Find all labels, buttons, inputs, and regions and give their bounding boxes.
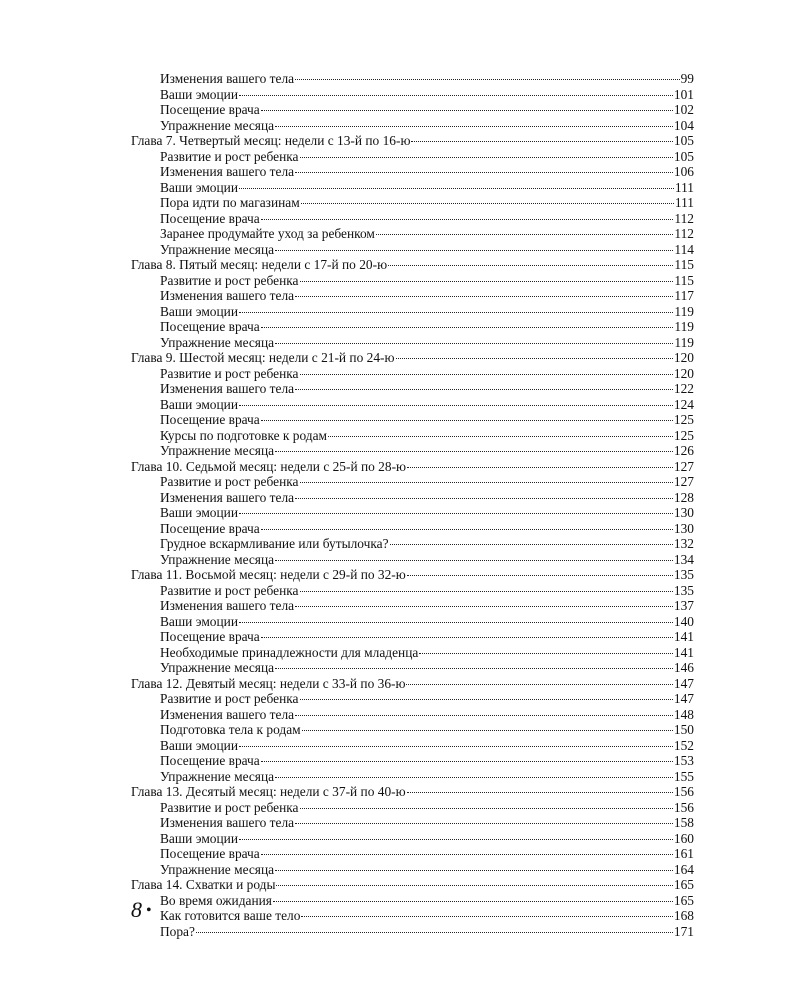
toc-entry-title: Упражнение месяца	[160, 117, 275, 133]
dot-leader	[275, 250, 673, 251]
dot-leader	[295, 79, 680, 80]
dot-leader	[300, 281, 674, 282]
dot-leader	[261, 637, 673, 638]
toc-page-number: 125	[673, 427, 694, 443]
toc-section-entry	[131, 428, 694, 444]
dot-leader	[295, 296, 673, 297]
dot-leader	[275, 451, 673, 452]
toc-page-number: 147	[673, 675, 694, 691]
toc-entry-title: Развитие и рост ребенка	[160, 272, 299, 288]
toc-page-number: 130	[673, 520, 694, 536]
toc-section-entry	[131, 149, 694, 165]
dot-leader	[407, 467, 673, 468]
toc-page-number: 115	[674, 272, 694, 288]
toc-entry-title: Глава 8. Пятый месяц: недели с 17-й по 20-ю	[131, 257, 388, 272]
toc-section-entry	[131, 490, 694, 506]
toc-page-number: 153	[673, 753, 694, 768]
toc-entry-title: Посещение врача	[160, 753, 260, 768]
toc-page-number: 112	[674, 210, 694, 226]
toc-section-entry	[131, 474, 694, 490]
toc-page-number: 168	[673, 908, 694, 923]
dot-leader	[328, 436, 673, 437]
toc-entry-title: Ваши эмоции	[160, 179, 238, 195]
toc-page-number: 106	[673, 164, 694, 179]
toc-entry-title: Ваши эмоции	[160, 505, 238, 520]
toc-page-number: 112	[674, 226, 694, 241]
toc-entry-title: Ваши эмоции	[160, 737, 238, 753]
toc-entry-title: Посещение врача	[160, 319, 260, 334]
toc-entry-title: Изменения вашего тела	[160, 164, 295, 179]
toc-section-entry	[131, 598, 694, 614]
toc-entry-title: Упражнение месяца	[160, 861, 275, 877]
dot-leader	[419, 653, 673, 654]
toc-section-entry	[131, 273, 694, 289]
toc-chapter-entry	[131, 133, 694, 149]
toc-page-number: 119	[674, 303, 694, 319]
toc-entry-title: Упражнение месяца	[160, 660, 275, 675]
dot-leader	[396, 358, 673, 359]
toc-section-entry	[131, 71, 694, 87]
dot-leader	[300, 374, 673, 375]
dot-leader	[275, 343, 673, 344]
toc-page-number: 102	[673, 102, 694, 117]
dot-leader	[295, 389, 673, 390]
dot-leader	[275, 126, 673, 127]
toc-entry-title: Развитие и рост ребенка	[160, 799, 299, 815]
toc-page-number: 132	[673, 536, 694, 551]
dot-leader	[300, 808, 673, 809]
toc-entry-title: Ваши эмоции	[160, 396, 238, 412]
toc-entry-title: Подготовка тела к родам	[160, 722, 301, 737]
toc-section-entry	[131, 738, 694, 754]
toc-entry-title: Посещение врача	[160, 102, 260, 117]
toc-page-number: 147	[673, 691, 694, 706]
dot-leader	[261, 110, 673, 111]
toc-section-entry	[131, 226, 694, 242]
dot-leader	[295, 606, 673, 607]
toc-entry-title: Изменения вашего тела	[160, 815, 295, 830]
dot-leader	[406, 684, 672, 685]
toc-entry-title: Упражнение месяца	[160, 768, 275, 784]
dot-leader	[261, 219, 674, 220]
toc-entry-title: Изменения вашего тела	[160, 381, 295, 396]
dot-leader	[239, 746, 673, 747]
toc-page-number: 158	[673, 815, 694, 830]
toc-section-entry	[131, 195, 694, 211]
toc-entry-title: Развитие и рост ребенка	[160, 474, 299, 489]
toc-section-entry	[131, 381, 694, 397]
toc-entry-title: Глава 7. Четвертый месяц: недели с 13-й по 16-ю	[131, 133, 411, 148]
toc-entry-title: Как готовится ваше тело	[160, 908, 301, 923]
toc-section-entry	[131, 660, 694, 676]
dot-leader	[301, 203, 674, 204]
dot-leader	[390, 544, 673, 545]
dot-leader	[261, 529, 673, 530]
toc-section-entry	[131, 366, 694, 382]
toc-page-number: 134	[673, 551, 694, 567]
dot-leader	[300, 482, 673, 483]
toc-entry-title: Развитие и рост ребенка	[160, 148, 299, 164]
dot-leader	[300, 591, 673, 592]
page-number: 8	[131, 897, 142, 922]
dot-leader	[196, 932, 673, 933]
dot-leader	[295, 172, 673, 173]
toc-chapter-entry	[131, 877, 694, 893]
toc-section-entry	[131, 211, 694, 227]
toc-page-number: 156	[673, 784, 694, 799]
toc-page-number: 127	[673, 458, 694, 474]
toc-page-number: 120	[673, 350, 694, 365]
dot-leader	[295, 715, 673, 716]
toc-section-entry	[131, 769, 694, 785]
toc-entry-title: Посещение врача	[160, 629, 260, 644]
dot-leader	[239, 839, 673, 840]
toc-page-number: 125	[673, 412, 694, 427]
toc-section-entry	[131, 521, 694, 537]
toc-section-entry	[131, 412, 694, 428]
toc-page-number: 135	[673, 567, 694, 582]
toc-section-entry	[131, 629, 694, 645]
dot-leader	[388, 265, 673, 266]
toc-page-number: 141	[673, 644, 694, 660]
toc-page-number: 126	[673, 443, 694, 458]
dot-leader	[261, 327, 674, 328]
toc-page-number: 137	[673, 598, 694, 613]
dot-leader	[239, 95, 673, 96]
toc-entry-title: Упражнение месяца	[160, 334, 275, 350]
table-of-contents	[131, 71, 694, 939]
toc-section-entry	[131, 288, 694, 304]
toc-section-entry	[131, 443, 694, 459]
toc-page-number: 148	[673, 706, 694, 722]
toc-entry-title: Изменения вашего тела	[160, 706, 295, 722]
toc-page-number: 160	[673, 830, 694, 846]
toc-entry-title: Развитие и рост ребенка	[160, 691, 299, 706]
toc-entry-title: Во время ожидания	[160, 892, 272, 908]
toc-section-entry	[131, 319, 694, 335]
toc-entry-title: Необходимые принадлежности для младенца	[160, 644, 419, 660]
toc-entry-title: Ваши эмоции	[160, 830, 238, 846]
toc-page-number: 130	[673, 505, 694, 520]
toc-page-number: 150	[673, 722, 694, 737]
toc-entry-title: Изменения вашего тела	[160, 489, 295, 505]
toc-page-number: 111	[674, 195, 694, 210]
toc-page-number: 99	[680, 71, 694, 86]
toc-entry-title: Глава 10. Седьмой месяц: недели с 25-й по 28-ю	[131, 458, 407, 474]
toc-section-entry	[131, 614, 694, 630]
toc-entry-title: Изменения вашего тела	[160, 598, 295, 613]
toc-chapter-entry	[131, 784, 694, 800]
toc-page-number: 161	[673, 846, 694, 861]
toc-page-number: 105	[673, 133, 694, 148]
toc-chapter-entry	[131, 350, 694, 366]
toc-section-entry	[131, 707, 694, 723]
toc-page-number: 164	[673, 861, 694, 877]
toc-page-number: 101	[673, 86, 694, 102]
toc-section-entry	[131, 815, 694, 831]
toc-section-entry	[131, 552, 694, 568]
dot-leader	[300, 699, 673, 700]
toc-entry-title: Посещение врача	[160, 520, 260, 536]
toc-section-entry	[131, 722, 694, 738]
toc-entry-title: Упражнение месяца	[160, 551, 275, 567]
toc-entry-title: Ваши эмоции	[160, 86, 238, 102]
toc-section-entry	[131, 505, 694, 521]
toc-page-number: 155	[673, 768, 694, 784]
toc-entry-title: Глава 13. Десятый месяц: недели с 37-й по 40-ю	[131, 784, 406, 799]
toc-section-entry	[131, 304, 694, 320]
toc-section-entry	[131, 908, 694, 924]
toc-section-entry	[131, 87, 694, 103]
dot-leader	[275, 560, 673, 561]
dot-leader	[302, 730, 673, 731]
toc-chapter-entry	[131, 676, 694, 692]
dot-leader	[239, 312, 673, 313]
toc-page-number: 135	[673, 582, 694, 598]
toc-page-number: 124	[673, 396, 694, 412]
dot-leader	[295, 498, 673, 499]
toc-entry-title: Пора?	[160, 923, 195, 939]
toc-entry-title: Пора идти по магазинам	[160, 195, 300, 210]
toc-chapter-entry	[131, 257, 694, 273]
dot-leader	[295, 823, 673, 824]
dot-leader	[261, 854, 673, 855]
toc-page-number: 140	[673, 613, 694, 629]
toc-page-number: 115	[674, 257, 694, 272]
toc-entry-title: Глава 12. Девятый месяц: недели с 33-й по 36-ю	[131, 675, 406, 691]
dot-leader	[275, 668, 673, 669]
toc-section-entry	[131, 536, 694, 552]
toc-entry-title: Упражнение месяца	[160, 241, 275, 257]
toc-entry-title: Посещение врача	[160, 412, 260, 427]
toc-page-number: 171	[673, 923, 694, 939]
dot-leader	[239, 622, 673, 623]
toc-section-entry	[131, 397, 694, 413]
toc-entry-title: Заранее продумайте уход за ребенком	[160, 226, 375, 241]
toc-page-number: 156	[673, 799, 694, 815]
bullet-ornament: •	[146, 902, 152, 919]
toc-entry-title: Изменения вашего тела	[160, 288, 295, 303]
toc-section-entry	[131, 242, 694, 258]
toc-entry-title: Глава 9. Шестой месяц: недели с 21-й по 24-ю	[131, 350, 395, 365]
toc-section-entry	[131, 102, 694, 118]
toc-page-number: 122	[673, 381, 694, 396]
toc-section-entry	[131, 893, 694, 909]
toc-page-number: 141	[673, 629, 694, 644]
toc-section-entry	[131, 862, 694, 878]
toc-entry-title: Посещение врача	[160, 210, 260, 226]
toc-section-entry	[131, 583, 694, 599]
toc-entry-title: Посещение врача	[160, 846, 260, 861]
dot-leader	[275, 777, 673, 778]
dot-leader	[407, 575, 673, 576]
toc-chapter-entry	[131, 459, 694, 475]
toc-page-number: 128	[673, 489, 694, 505]
toc-chapter-entry	[131, 567, 694, 583]
dot-leader	[275, 870, 673, 871]
toc-page-number: 146	[673, 660, 694, 675]
toc-page-number: 127	[673, 474, 694, 489]
toc-section-entry	[131, 800, 694, 816]
toc-section-entry	[131, 753, 694, 769]
dot-leader	[239, 188, 674, 189]
dot-leader	[301, 916, 672, 917]
toc-entry-title: Развитие и рост ребенка	[160, 582, 299, 598]
toc-page-number: 111	[674, 179, 694, 195]
dot-leader	[411, 141, 672, 142]
dot-leader	[239, 513, 673, 514]
dot-leader	[239, 405, 673, 406]
dot-leader	[376, 234, 674, 235]
toc-page-number: 114	[674, 241, 694, 257]
toc-entry-title: Ваши эмоции	[160, 303, 238, 319]
toc-entry-title: Упражнение месяца	[160, 443, 275, 458]
toc-section-entry	[131, 335, 694, 351]
toc-section-entry	[131, 118, 694, 134]
toc-section-entry	[131, 831, 694, 847]
toc-page-number: 120	[673, 365, 694, 381]
toc-entry-title: Ваши эмоции	[160, 613, 238, 629]
toc-entry-title: Глава 14. Схватки и роды	[131, 877, 276, 892]
toc-section-entry	[131, 846, 694, 862]
toc-section-entry	[131, 645, 694, 661]
toc-page-number: 105	[673, 148, 694, 164]
toc-page-number: 104	[673, 117, 694, 133]
toc-entry-title: Развитие и рост ребенка	[160, 365, 299, 381]
toc-section-entry	[131, 691, 694, 707]
dot-leader	[261, 420, 673, 421]
toc-page-number: 165	[673, 892, 694, 908]
toc-section-entry	[131, 164, 694, 180]
dot-leader	[276, 885, 672, 886]
toc-page-number: 152	[673, 737, 694, 753]
dot-leader	[273, 901, 673, 902]
dot-leader	[300, 157, 673, 158]
toc-entry-title: Грудное вскармливание или бутылочка?	[160, 536, 389, 551]
toc-page-number: 119	[674, 319, 694, 334]
toc-page-number: 117	[674, 288, 694, 303]
toc-entry-title: Изменения вашего тела	[160, 71, 295, 86]
dot-leader	[261, 761, 673, 762]
toc-page-number: 119	[674, 334, 694, 350]
page-number-footer	[131, 897, 152, 923]
toc-section-entry	[131, 180, 694, 196]
toc-page-number: 165	[673, 877, 694, 892]
dot-leader	[407, 792, 673, 793]
toc-entry-title: Курсы по подготовке к родам	[160, 427, 328, 443]
toc-entry-title: Глава 11. Восьмой месяц: недели с 29-й по 32-ю	[131, 567, 406, 582]
toc-section-entry	[131, 924, 694, 940]
